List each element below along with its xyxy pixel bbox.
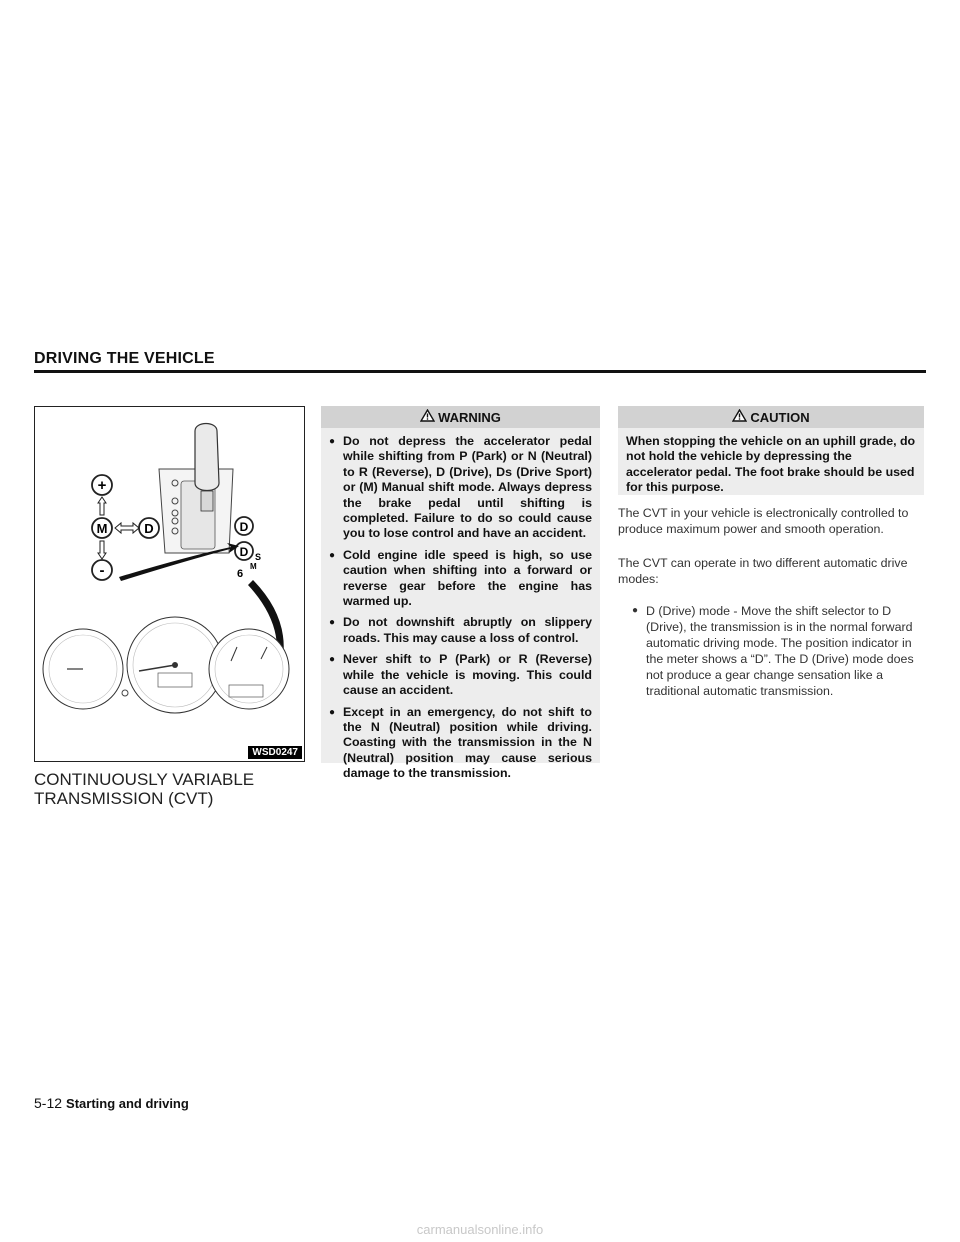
manual-label: M — [96, 521, 108, 536]
warning-item: ● Except in an emergency, do not shift to the N (Neutral) position while driving. Coasting with the transmission in the N (Neutral) position may cause serious damage to the transmission. — [329, 705, 592, 782]
minus-label: - — [99, 562, 105, 579]
shift-diagram-illustration — [35, 407, 304, 761]
body-paragraph-2: The CVT can operate in two different automatic drive modes: — [618, 556, 908, 586]
shift-diagram-figure — [34, 406, 305, 762]
caution-header — [618, 406, 924, 428]
m-sup-label: M — [250, 562, 257, 571]
warning-box — [321, 406, 600, 781]
plus-label: + — [97, 477, 107, 494]
d-label: D — [239, 520, 249, 534]
ds-d-label: D — [239, 545, 249, 559]
caution-title: CAUTION — [750, 409, 810, 425]
ds-s-label: S — [255, 552, 262, 562]
warning-item: ● Do not downshift abruptly on slippery roads. This may cause a loss of control. — [329, 615, 592, 646]
watermark: carmanualsonline.info — [416, 1222, 544, 1237]
drive-label: D — [144, 521, 154, 536]
caution-box — [618, 406, 924, 495]
drive-mode-bullet: ● D (Drive) mode - Move the shift selector to D (Drive), the transmission is in the normal forward automatic driving mode. The position indicator in the meter shows a “D”. The D (Drive) mode does not produce a gear change sensation like a traditional automatic transmission. — [632, 603, 924, 699]
warning-list — [329, 434, 592, 782]
header-rule — [34, 370, 926, 373]
warning-item: ● Cold engine idle speed is high, so use caution when shifting into a forward or reverse gear before the engine has warmed up. — [329, 548, 592, 610]
page-footer — [34, 1095, 189, 1111]
shift-lever — [201, 491, 213, 511]
m-num-label: 6 — [237, 568, 244, 580]
page-number: 5-12 — [34, 1095, 63, 1111]
warning-triangle-icon — [420, 409, 435, 425]
caution-text: When stopping the vehicle on an uphill grade, do not hold the vehicle by depressing the accelerator pedal. The foot brake should be used for this purpose. — [626, 434, 916, 495]
warning-item: ● Never shift to P (Park) or R (Reverse) while the vehicle is moving. This could cause an accident. — [329, 652, 592, 698]
warning-item: ● Do not depress the accelerator pedal while shifting from P (Park) or N (Neutral) to R (Reverse), D (Drive), Ds (Drive Sport) or (M) Manual shift mode. Always depress the brake pedal until shifting is completed. Failure to do so could cause you to lose control and have an accident. — [329, 434, 592, 542]
body-paragraph-1: The CVT in your vehicle is electronically controlled to produce maximum power and smooth operation. — [618, 506, 909, 536]
chapter-name: Starting and driving — [66, 1096, 189, 1111]
warning-header — [321, 406, 600, 428]
double-arrow-icon — [115, 523, 139, 533]
shift-knob — [195, 424, 219, 491]
up-arrow-icon — [98, 497, 106, 515]
figure-code: WSD0247 — [248, 746, 302, 759]
down-arrow-icon — [98, 541, 106, 559]
section-title: CONTINUOUSLY VARIABLE TRANSMISSION (CVT) — [34, 770, 255, 808]
odometer-display — [158, 673, 192, 687]
caution-triangle-icon — [732, 409, 747, 425]
warning-title: WARNING — [438, 409, 501, 425]
position-indicator-display — [229, 685, 263, 697]
section-header: DRIVING THE VEHICLE — [34, 350, 215, 367]
